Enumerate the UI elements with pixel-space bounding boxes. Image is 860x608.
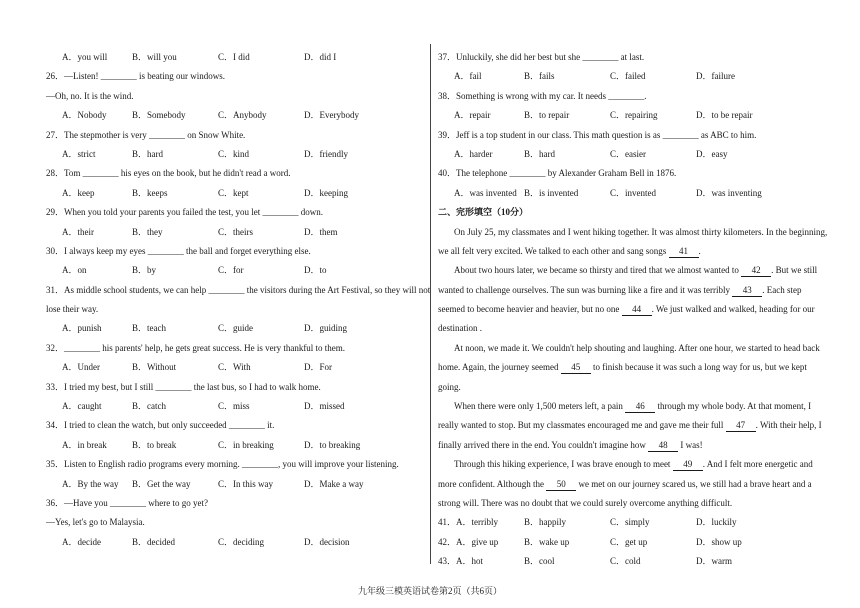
passage-text: On July 25, my classmates and I went hiking together. It was almost thirty kilometers. In the beginning, xyxy=(454,226,828,237)
options-row xyxy=(46,261,426,280)
option-b: B．by xyxy=(132,265,157,276)
question-text: 35．Listen to English radio programs every morning. ________, you will improve your listening. xyxy=(46,459,399,470)
option-a: A．repair xyxy=(454,110,491,121)
passage-text: strong will. There was no doubt that we could surely overcome anything difficult. xyxy=(438,497,733,508)
option-c: C．In this way xyxy=(218,478,273,489)
option-b: B．decided xyxy=(132,536,175,547)
option-c: C．in breaking xyxy=(218,439,274,450)
passage-line xyxy=(438,223,828,242)
option-a: 42．A．give up xyxy=(438,536,499,547)
option-d: D．For xyxy=(304,362,333,373)
options-row xyxy=(438,533,824,552)
options-row xyxy=(46,184,426,203)
options-row xyxy=(46,436,426,455)
question-text: 37．Unluckily, she did her best but she ________ at last. xyxy=(438,52,645,62)
passage-line xyxy=(438,319,824,338)
passage-text: home. Again, the journey seemed xyxy=(438,362,561,373)
option-a: A．Under xyxy=(62,362,100,373)
option-a: 41．A．terribly xyxy=(438,517,498,528)
options-row xyxy=(46,533,426,552)
question-text: 26．—Listen! ________ is beating our windows. xyxy=(46,71,225,82)
cloze-blank: 44 xyxy=(622,304,652,316)
option-a: A．Nobody xyxy=(62,110,107,121)
passage-text: to finish because it was such a long way for us, but we kept xyxy=(590,362,807,373)
option-d: D．keeping xyxy=(304,187,348,198)
question-text: 30．I always keep my eyes ________ the ball and forget everything else. xyxy=(46,245,311,256)
option-c: C．repairing xyxy=(610,110,658,121)
option-b: B．Get the way xyxy=(132,478,191,489)
cloze-blank: 42 xyxy=(741,265,771,277)
option-d: D．failure xyxy=(696,71,735,82)
passage-text: . With their help, I xyxy=(755,420,822,431)
cloze-blank: 47 xyxy=(726,420,756,432)
option-d: D．show up xyxy=(696,536,742,547)
passage-text: we all felt very excited. We talked to each other and sang songs xyxy=(438,245,669,256)
option-a: 43．A．hot xyxy=(438,556,484,567)
option-b: B．hard xyxy=(524,148,555,159)
option-d: D．did I xyxy=(304,52,337,62)
option-b: B．cool xyxy=(524,556,555,567)
option-d: D．missed xyxy=(304,401,345,412)
cloze-blank: 50 xyxy=(546,479,576,491)
option-a: A．in break xyxy=(62,439,107,450)
option-c: C．With xyxy=(218,362,251,373)
option-a: A．caught xyxy=(62,401,102,412)
option-b: B．fails xyxy=(524,71,555,82)
passage-text: seemed to become heavier and heavier, but no one xyxy=(438,304,622,315)
cloze-blank: 43 xyxy=(732,285,762,297)
passage-text: finally arrived there in the end. You couldn't imagine how xyxy=(438,439,649,450)
cloze-options xyxy=(438,513,824,571)
passage-line xyxy=(438,494,824,513)
option-c: C．simply xyxy=(610,517,650,528)
right-column xyxy=(438,48,828,572)
option-c: C．theirs xyxy=(218,226,253,237)
option-d: D．guiding xyxy=(304,323,348,334)
option-b: B．hard xyxy=(132,148,163,159)
options-row xyxy=(438,552,824,571)
question-text: lose their way. xyxy=(46,304,99,315)
option-b: B．to break xyxy=(132,439,177,450)
option-b: B．happily xyxy=(524,517,566,528)
cloze-blank: 45 xyxy=(561,362,591,374)
passage-text: more confident. Although the xyxy=(438,478,547,489)
options-row xyxy=(46,397,426,416)
option-a: A．on xyxy=(62,265,87,276)
options-row xyxy=(46,106,426,125)
cloze-blank: 41 xyxy=(669,246,699,258)
option-b: B．to repair xyxy=(524,110,570,121)
option-d: D．them xyxy=(304,226,338,237)
passage-text: . xyxy=(698,245,701,256)
question-text: 31．As middle school students, we can help ________ the visitors during the Art Festival, so they will not xyxy=(46,284,431,295)
passage-line xyxy=(438,416,824,435)
column-divider xyxy=(430,44,431,564)
option-b: B．is invented xyxy=(524,187,579,198)
option-c: C．for xyxy=(218,265,244,276)
options-row xyxy=(46,358,426,377)
passage-text: When there were only 1,500 meters left, a pain xyxy=(454,401,626,412)
option-d: D．luckily xyxy=(696,517,737,528)
question-text: 28．Tom ________ his eyes on the book, but he didn't read a word. xyxy=(46,168,291,179)
question-text: 36．—Have you ________ where to go yet? xyxy=(46,497,208,508)
options-row xyxy=(438,67,824,86)
cloze-blank: 48 xyxy=(648,440,678,452)
passage-text: destination . xyxy=(438,323,482,334)
option-c: C．failed xyxy=(610,71,646,82)
left-column xyxy=(46,48,431,552)
options-row xyxy=(46,145,426,164)
option-a: A．fail xyxy=(454,71,482,82)
option-a: A．By the way xyxy=(62,478,119,489)
passage-text: going. xyxy=(438,381,461,392)
option-a: A．you will xyxy=(62,52,108,62)
passage-line xyxy=(438,475,824,494)
option-c: C．deciding xyxy=(218,536,264,547)
option-c: C．invented xyxy=(610,187,656,198)
options-row xyxy=(438,106,824,125)
page-footer: 九年级三模英语试卷第2页（共6页） xyxy=(357,586,502,596)
option-a: A．strict xyxy=(62,148,96,159)
option-c: C．kind xyxy=(218,148,250,159)
options-row xyxy=(46,48,426,67)
question-text: 27．The stepmother is very ________ on Snow White. xyxy=(46,129,246,140)
passage-text: Through this hiking experience, I was brave enough to meet xyxy=(454,459,673,470)
option-c: C．get up xyxy=(610,536,648,547)
option-c: C．guide xyxy=(218,323,253,334)
option-c: C．miss xyxy=(218,401,250,412)
passage-line xyxy=(438,436,824,455)
question-text: —Oh, no. It is the wind. xyxy=(46,90,134,101)
passage-text: . Each step xyxy=(762,284,802,295)
passage-text: I was! xyxy=(678,439,703,450)
option-c: C．Anybody xyxy=(218,110,267,121)
option-d: D．to breaking xyxy=(304,439,361,450)
option-b: B．will you xyxy=(132,52,177,62)
options-row xyxy=(46,223,426,242)
option-d: D．Make a way xyxy=(304,478,364,489)
option-a: A．punish xyxy=(62,323,102,334)
option-d: D．Everybody xyxy=(304,110,359,121)
passage-text: . We just walked and walked, heading for our xyxy=(651,304,815,315)
passage-text: . And I felt more energetic and xyxy=(702,459,813,470)
passage-text: we met on our journey scared us, we still had a brave heart and a xyxy=(576,478,812,489)
option-d: D．easy xyxy=(696,148,728,159)
option-c: C．I did xyxy=(218,52,250,62)
question-text: 32．________ his parents' help, he gets great success. He is very thankful to them. xyxy=(46,342,346,353)
question-text: 38．Something is wrong with my car. It needs ________. xyxy=(438,90,647,101)
option-b: B．catch xyxy=(132,401,166,412)
option-a: A．harder xyxy=(454,148,493,159)
passage-text: wanted to challenge ourselves. The sun was burning like a fire and it was terribly xyxy=(438,284,733,295)
passage-line xyxy=(438,281,824,300)
cloze-blank: 49 xyxy=(673,459,703,471)
question-text: —Yes, let's go to Malaysia. xyxy=(46,517,145,528)
question-text: 29．When you told your parents you failed the test, you let ________ down. xyxy=(46,207,323,218)
option-d: D．to xyxy=(304,265,327,276)
option-c: C．kept xyxy=(218,187,249,198)
passage-line xyxy=(438,358,824,377)
option-d: D．friendly xyxy=(304,148,348,159)
right-questions xyxy=(438,48,824,203)
passage-line xyxy=(438,397,824,416)
option-b: B．they xyxy=(132,226,163,237)
passage-line xyxy=(438,378,824,397)
option-b: B．Without xyxy=(132,362,177,373)
passage-text: really wanted to stop. But my classmates encouraged me and gave me their full xyxy=(438,420,726,431)
option-c: C．cold xyxy=(610,556,641,567)
passage-text: About two hours later, we became so thirsty and tired that we almost wanted to xyxy=(454,265,742,276)
cloze-blank: 46 xyxy=(625,401,655,413)
passage-line xyxy=(438,261,824,280)
option-d: D．warm xyxy=(696,556,732,567)
option-b: B．wake up xyxy=(524,536,570,547)
passage-text: At noon, we made it. We couldn't help shouting and laughing. After one hour, we started to head back xyxy=(454,342,820,353)
cloze-passage xyxy=(438,223,828,514)
passage-text: through my whole body. At that moment, I xyxy=(655,401,812,412)
options-row xyxy=(438,184,824,203)
question-text: 39．Jeff is a top student in our class. This math question is as ________ as ABC to him. xyxy=(438,129,757,140)
option-a: A．keep xyxy=(62,187,95,198)
option-d: D．to be repair xyxy=(696,110,753,121)
option-d: D．decision xyxy=(304,536,350,547)
option-b: B．teach xyxy=(132,323,166,334)
question-text: 34．I tried to clean the watch, but only succeeded ________ it. xyxy=(46,420,275,431)
option-b: B．keeps xyxy=(132,187,168,198)
passage-line xyxy=(438,339,824,358)
option-a: A．their xyxy=(62,226,94,237)
options-row xyxy=(438,145,824,164)
passage-text: . But we still xyxy=(771,265,818,276)
question-text: 33．I tried my best, but I still ________ the last bus, so I had to walk home. xyxy=(46,381,321,392)
options-row xyxy=(46,319,426,338)
option-a: A．was invented xyxy=(454,187,517,198)
option-d: D．was inventing xyxy=(696,187,762,198)
passage-line xyxy=(438,242,824,261)
option-c: C．easier xyxy=(610,148,646,159)
options-row xyxy=(46,475,426,494)
option-a: A．decide xyxy=(62,536,101,547)
passage-line xyxy=(438,455,824,474)
question-text: 40．The telephone ________ by Alexander Graham Bell in 1876. xyxy=(438,168,677,179)
option-b: B．Somebody xyxy=(132,110,186,121)
passage-line xyxy=(438,300,824,319)
options-row xyxy=(438,513,824,532)
section-title: 二、完形填空（10分） xyxy=(438,207,529,218)
